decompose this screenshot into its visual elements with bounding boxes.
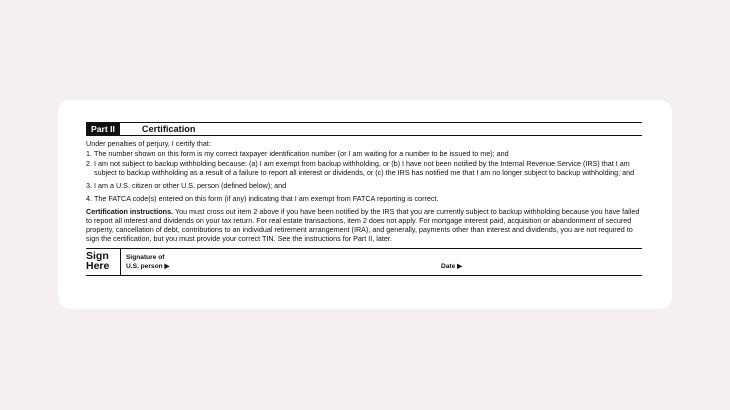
certification-instructions <box>86 207 642 243</box>
date-field[interactable] <box>441 249 462 275</box>
signature-row <box>86 248 642 276</box>
list-item <box>86 181 642 190</box>
item-number: 3. <box>86 181 92 190</box>
list-item <box>86 149 642 158</box>
certification-form <box>86 122 642 276</box>
item-text: I am a U.S. citizen or other U.S. person (defined below); and <box>94 181 287 190</box>
part-header <box>86 123 642 136</box>
list-item <box>86 194 642 203</box>
item-number: 2. <box>86 159 92 168</box>
certification-body: You must cross out item 2 above if you have been notified by the IRS that you are currently subject to backup withholding because you have failed to report all interest and dividends on your tax return. For real estate transactions, item 2 does not apply. For mortgage interest paid, acquisition or abandonment of secured property, cancellation of debt, contributions to an individual retirement arrangement (IRA), and generally, payments other than interest and dividends, you are not required to sign the certification, but you must provide your correct TIN. See the instructions for Part II, later. <box>86 207 640 243</box>
sign-here-line2: Here <box>86 260 110 272</box>
list-item <box>86 159 642 177</box>
sign-here-label <box>86 249 121 275</box>
sign-here-line1: Sign <box>86 250 109 262</box>
item-text: The number shown on this form is my correct taxpayer identification number (or I am waiting for a number to be issued to me); and <box>94 149 509 158</box>
certification-heading: Certification instructions. <box>86 207 174 216</box>
item-number: 1. <box>86 149 92 158</box>
part-badge: Part II <box>86 123 120 135</box>
content-card <box>58 100 672 309</box>
signature-label-line2: U.S. person ▶ <box>126 262 170 270</box>
part-title: Certification <box>141 123 196 134</box>
item-text: The FATCA code(s) entered on this form (if any) indicating that I am exempt from FATCA reporting is correct. <box>94 194 439 203</box>
signature-field[interactable] <box>121 249 441 275</box>
item-text: I am not subject to backup withholding because: (a) I am exempt from backup withholding, or (b) I have not been notified by the Internal Revenue Service (IRS) that I am subject to backup withholding as a result of a failure to report all interest or dividends, or (c) the IRS has notified me that I am no longer subject to backup withholding; and <box>94 159 635 177</box>
signature-label-line1: Signature of <box>126 254 165 261</box>
intro-text: Under penalties of perjury, I certify that: <box>86 139 211 148</box>
item-number: 4. <box>86 194 92 203</box>
date-label: Date ▶ <box>441 263 463 270</box>
